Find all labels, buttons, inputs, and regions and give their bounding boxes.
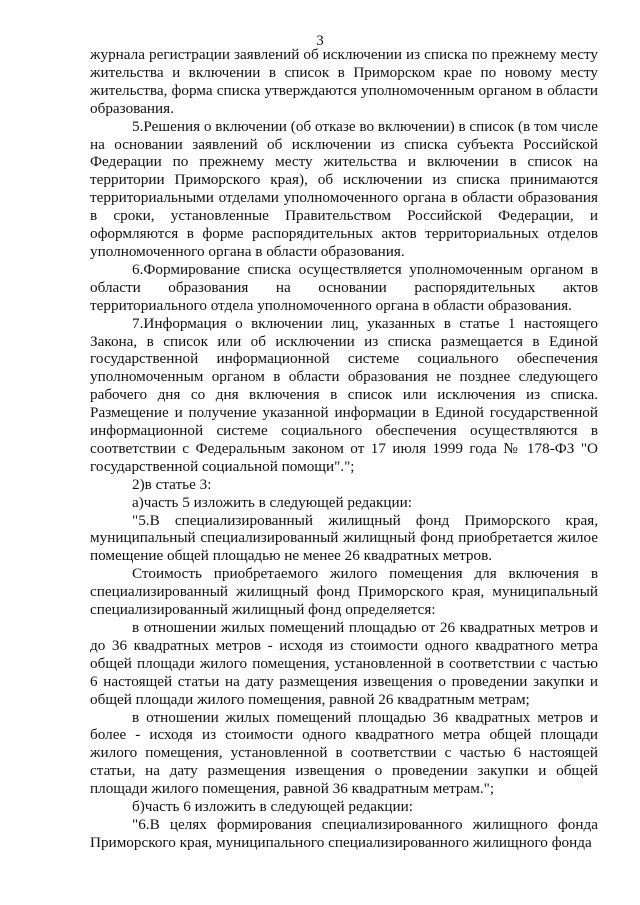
paragraph-continuation: журнала регистрации заявлений об исключении из списка по прежнему месту жительства и включении в список в Приморском крае по новому месту жительства, форма списка утверждаются уполномоченным органом в области образования. <box>90 46 598 117</box>
paragraph-part-5-text: "5.В специализированный жилищный фонд Приморского края, муниципальный специализированный жилищный фонд приобретается жилое помещение общей площадью не менее 26 квадратных метров. <box>90 511 598 565</box>
document-body <box>90 46 598 852</box>
paragraph-item-5: 5.Решения о включении (об отказе во включении) в список (в том числе на основании заявлений об исключении из списка субъекта Российской Федерации по прежнему месту жительства и включении в список на территории Приморского края), об исключении из списка принимаются территориальными отделами уполномоченного органа в области образования в сроки, установленные Правительством Российской Федерации, и оформляются в форме распорядительных актов территориальных отделов уполномоченного органа в области образования. <box>90 117 598 260</box>
paragraph-item-6: 6.Формирование списка осуществляется уполномоченным органом в области образования на основании распорядительных актов территориального отдела уполномоченного органа в области образования. <box>90 260 598 314</box>
paragraph-cost-definition: Стоимость приобретаемого жилого помещения для включения в специализированный жилищный фонд Приморского края, муниципальный специализированный жилищный фонд определяется: <box>90 565 598 619</box>
paragraph-cost-36-plus: в отношении жилых помещений площадью 36 квадратных метров и более - исходя из стоимости одного квадратного метра общей площади жилого помещения, установленной в соответствии с частью 6 настоящей статьи, на дату размещения извещения о проведении закупки и общей площади жилого помещения, равной 36 квадратным метрам."; <box>90 708 598 798</box>
paragraph-item-7: 7.Информация о включении лиц, указанных в статье 1 настоящего Закона, в список или об исключении из списка размещается в Единой государственной информационной системе социального обеспечения уполномоченным органом в области образования не позднее следующего рабочего дня со дня включения в список или исключения из списка. Размещение и получение указанной информации в Единой государственной информационной системе социального обеспечения осуществляются в соответствии с Федеральным законом от 17 июля 1999 года № 178-ФЗ "О государственной социальной помощи"."; <box>90 314 598 475</box>
paragraph-article-3-heading: 2)в статье 3: <box>132 475 212 493</box>
paragraph-part-6-intro: б)часть 6 изложить в следующей редакции: <box>132 798 413 816</box>
page-number: 3 <box>316 33 324 49</box>
paragraph-part-5-intro: а)часть 5 изложить в следующей редакции: <box>132 493 413 511</box>
paragraph-cost-26-36: в отношении жилых помещений площадью от 26 квадратных метров и до 36 квадратных метров - исходя из стоимости одного квадратного метра общей площади жилого помещения, установленной в соответствии с частью 6 настоящей статьи на дату размещения извещения о проведении закупки и общей площади жилого помещения, равной 26 квадратным метрам; <box>90 619 598 708</box>
paragraph-part-6-text: "6.В целях формирования специализированного жилищного фонда Приморского края, муниципального специализированного жилищного фонда <box>90 815 598 851</box>
